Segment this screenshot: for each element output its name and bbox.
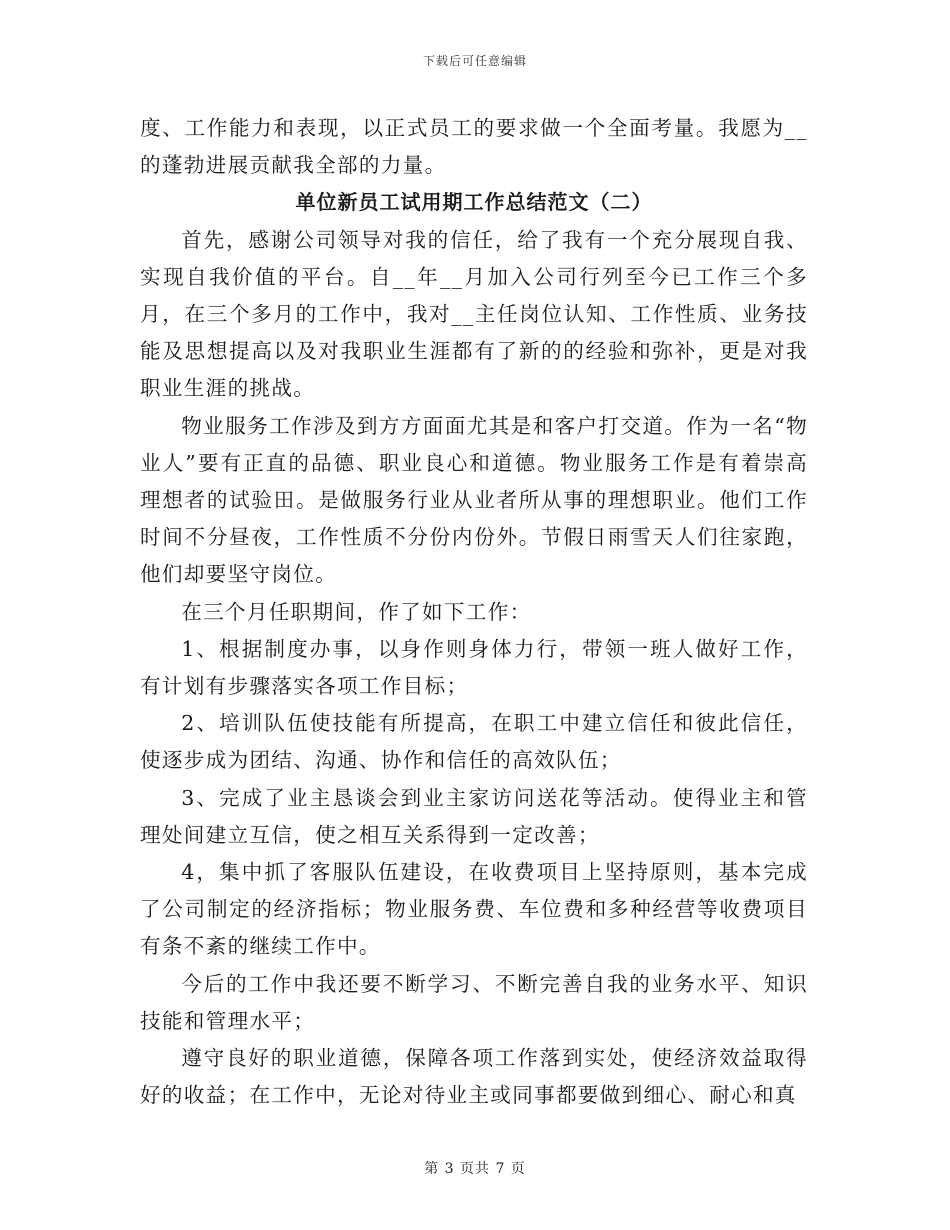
list-item: 3、完成了业主恳谈会到业主家访问送花等活动。使得业主和管理处间建立互信，使之相互关系得到一定改善；	[140, 785, 808, 847]
section-title: 单位新员工试用期工作总结范文（二）	[295, 190, 653, 215]
list-item: 4，集中抓了客服队伍建设，在收费项目上坚持原则，基本完成了公司制定的经济指标；物业服务费、车位费和多种经营等收费项目有条不紊的继续工作中。	[140, 860, 808, 959]
document-body	[140, 110, 808, 1114]
body-paragraph: 遵守良好的职业道德，保障各项工作落到实处，使经济效益取得好的收益；在工作中，无论对待业主或同事都要做到细心、耐心和真	[140, 1046, 808, 1108]
list-item: 2、培训队伍使技能有所提高，在职工中建立信任和彼此信任，使逐步成为团结、沟通、协作和信任的高效队伍；	[140, 711, 808, 773]
intro-paragraph: 度、工作能力和表现，以正式员工的要求做一个全面考量。我愿为__的蓬勃进展贡献我全部的力量。	[140, 116, 808, 178]
list-item: 1、根据制度办事，以身作则身体力行，带领一班人做好工作，有计划有步骤落实各项工作目标；	[140, 636, 808, 699]
body-paragraph: 在三个月任职期间，作了如下工作：	[181, 599, 532, 624]
body-paragraph: 今后的工作中我还要不断学习、不断完善自我的业务水平、知识技能和管理水平；	[140, 971, 808, 1033]
page-number: 第 3 页共 7 页	[424, 1161, 526, 1177]
body-paragraph: 物业服务工作涉及到方方面面尤其是和客户打交道。作为一名“物业人”要有正直的品德、职业良心和道德。物业服务工作是有着崇高理想者的试验田。是做服务行业从业者所从事的理想职业。他们工作时间不分昼夜，工作性质不分份内份外。节假日雨雪天人们往家跑，他们却要坚守岗位。	[140, 413, 808, 587]
body-paragraph: 首先，感谢公司领导对我的信任，给了我有一个充分展现自我、实现自我价值的平台。自__年__月加入公司行列至今已工作三个多月，在三个多月的工作中，我对__主任岗位认知、工作性质、业务技能及思想提高以及对我职业生涯都有了新的的经验和弥补，更是对我职业生涯的挑战。	[140, 227, 808, 401]
page-header-note: 下载后可任意编辑	[422, 54, 527, 68]
